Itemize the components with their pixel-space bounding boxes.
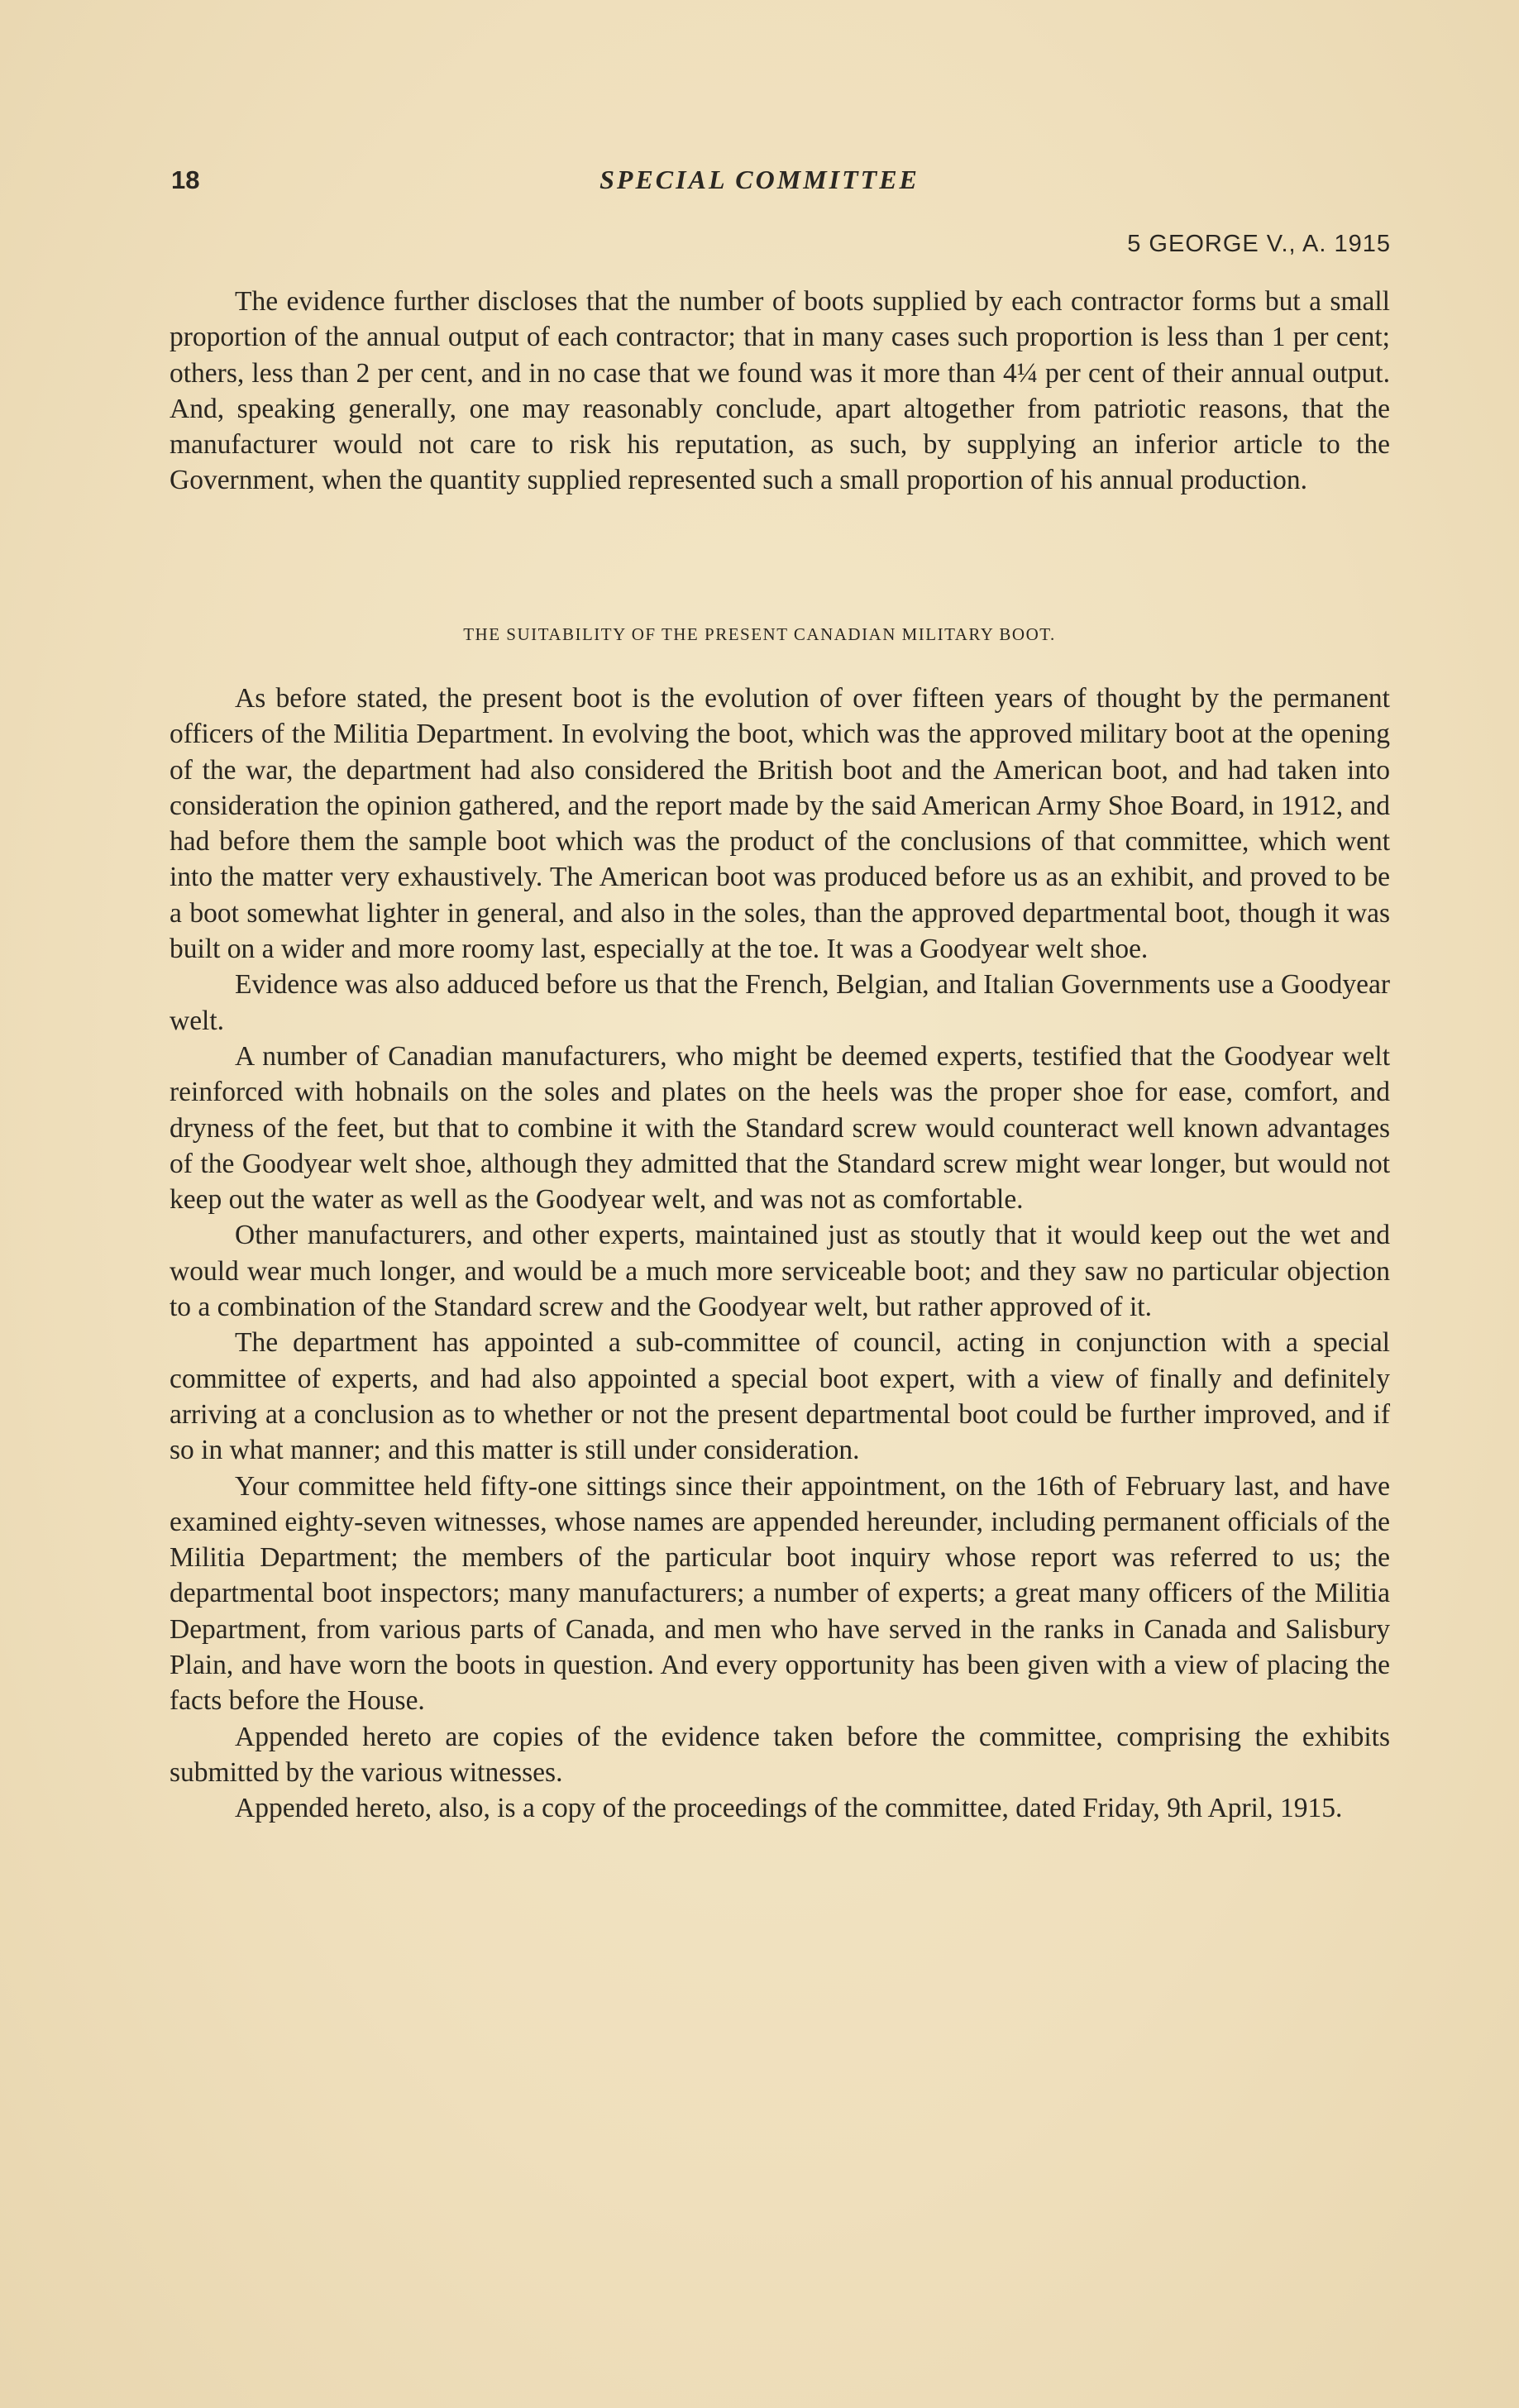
- paragraph-7: Your committee held fifty-one sittings since their appointment, on the 16th of February last, and have examined eighty-seven witnesses, whose names are appended hereunder, including permanent officials of the Militia Department; the members of the particular boot inquiry whose report was referred to us; the departmental boot inspectors; many manufacturers; a number of experts; a great many officers of the Militia Department, from various parts of Canada, and men who have served in the ranks in Canada and Salisbury Plain, and have worn the boots in question. And every opportunity has been given with a view of placing the facts before the House.: [170, 1470, 1390, 1717]
- page-number: 18: [171, 165, 200, 194]
- paragraph-3: Evidence was also adduced before us that the French, Belgian, and Italian Governments use a Goodyear welt.: [170, 969, 1390, 1036]
- paragraph-2: As before stated, the present boot is the evolution of over fifteen years of thought by the permanent officers of the Militia Department. In evolving the boot, which was the approved military boot at the opening of the war, the department had also considered the British boot and the American boot, and had taken into consideration the opinion gathered, and the report made by the said American Army Shoe Board, in 1912, and had before them the sample boot which was the product of the conclusions of that committee, which went into the matter very exhaustively. The American boot was produced before us as an exhibit, and proved to be a boot somewhat lighter in general, and also in the soles, than the approved departmental boot, though it was built on a wider and more roomy last, especially at the toe. It was a Goodyear welt shoe.: [170, 683, 1390, 965]
- paragraph-5: Other manufacturers, and other experts, maintained just as stoutly that it would keep out the wet and would wear much longer, and would be a much more serviceable boot; and they saw no particular objection to a combination of the Standard screw and the Goodyear welt, but rather approved of it.: [170, 1220, 1390, 1323]
- paragraph-1: The evidence further discloses that the number of boots supplied by each contractor forms but a small proportion of the annual output of each contractor; that in many cases such proportion is less than 1 per cent; others, less than 2 per cent, and in no case that we found was it more than 4¼ per cent of their annual output. And, speaking generally, one may reasonably conclude, apart altogether from patriotic reasons, that the manufacturer would not care to risk his reputation, as such, by supplying an inferior article to the Government, when the quantity supplied represented such a small proportion of his annual production.: [170, 286, 1390, 496]
- main-text-block: [170, 681, 1390, 1827]
- paragraph-8: Appended hereto are copies of the evidence taken before the committee, comprising the exhibits submitted by the various witnesses.: [170, 1721, 1390, 1788]
- paragraph-4: A number of Canadian manufacturers, who might be deemed experts, testified that the Goodyear welt reinforced with hobnails on the soles and plates on the heels was the proper shoe for ease, comfort, and dryness of the feet, but that to combine it with the Standard screw would counteract well known advantages of the Goodyear welt shoe, although they admitted that the Standard screw might wear longer, but would not keep out the water as well as the Goodyear welt, and was not as comfortable.: [170, 1040, 1390, 1216]
- paragraph-9: Appended hereto, also, is a copy of the proceedings of the committee, dated Friday, 9th April, 1915.: [235, 1793, 1343, 1824]
- section-heading: THE SUITABILITY OF THE PRESENT CANADIAN MILITARY BOOT.: [463, 624, 1056, 644]
- paragraph-6: The department has appointed a sub-committee of council, acting in conjunction with a special committee of experts, and had also appointed a special boot expert, with a view of finally and definitely arriving at a conclusion as to whether or not the present departmental boot could be further improved, and if so in what manner; and this matter is still under consideration.: [170, 1327, 1390, 1466]
- running-head: SPECIAL COMMITTEE: [599, 165, 920, 194]
- opening-text-block: [170, 284, 1390, 499]
- session-line: 5 GEORGE V., A. 1915: [1127, 231, 1391, 257]
